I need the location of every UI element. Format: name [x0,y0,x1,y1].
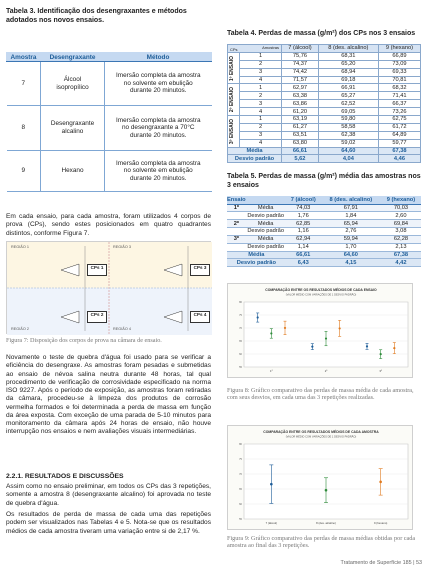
table5-footer-cell: 64,60 [321,251,381,259]
table5-cell [227,228,246,236]
table5-cell: 62,28 [381,235,421,243]
table5-cell: Desvio padrão [247,244,284,251]
table4-cell: 66,89 [378,52,420,60]
table3-header-desengraxante: Desengraxante [41,53,105,62]
table4-footer-cell: Média [228,147,282,155]
table3-cell: 8 [7,106,41,151]
table5-cell: Desvio padrão [247,212,284,219]
table5-cell: Média [246,204,286,212]
table5-cell [227,243,246,251]
table-row [227,228,421,236]
data-point [311,345,313,347]
data-point [257,316,259,318]
y-tick-label: 55 [239,366,242,369]
table5-cell: 1,16 [286,228,321,236]
table4-header: 7 (álcool) [282,45,319,53]
table5-cell: 70,03 [381,204,421,212]
table4-cell: 75,76 [282,52,319,60]
table-row [228,123,421,131]
region-label: REGIÃO 2 [11,327,29,331]
table4-footer-cell: 64,60 [318,147,378,155]
table3-header-metodo: Método [105,53,212,62]
figure7-chamber-diagram [6,241,211,334]
y-tick-label: 70 [239,327,242,330]
y-tick-label: 60 [239,503,242,506]
region-label: REGIÃO 3 [113,245,131,249]
table-row [228,139,421,147]
y-tick-label: 70 [239,473,242,476]
table3-caption: Tabela 3. Identificação dos desengraxantes e métodos adotados nos novos ensaios. [6,8,187,24]
table-row [228,84,421,92]
table5-header [246,196,286,204]
table4-cell: 69,33 [378,68,420,76]
table-row [7,151,212,192]
ensaio-group-text: 3º ENSAIO [229,118,235,144]
table5-cell: 74,03 [286,204,321,212]
ensaio-group-label [228,84,240,116]
table5-cell: Desvio padrão [247,228,284,235]
table4-cell: 61,27 [282,123,319,131]
table-row [227,220,421,228]
table4-cell: 3 [240,100,282,108]
table4-cell: 63,38 [282,92,319,100]
table-row [227,235,421,243]
table4-cell: 73,09 [378,60,420,68]
table5-footer-row [227,251,421,259]
table-row [228,116,421,124]
table4-cell: 2 [240,123,282,131]
table5-header: Ensaio [227,196,246,203]
table5-cell: 3,08 [381,228,421,236]
table4-cell: 58,58 [318,123,378,131]
table4-footer-cell: 4,04 [318,155,378,163]
data-point [325,337,327,339]
table4-cell: 59,02 [318,139,378,147]
table3-cell: 9 [7,151,41,192]
table5-caption: Tabela 5. Perdas de massa (g/m²) média das amostras nos 3 ensaios [227,173,421,189]
table5-footer-cell: Média [227,251,286,259]
table-row [227,243,421,251]
table3-cell: Imersão completa da amostra no solvente em ebulição durante 20 minutos. [105,151,212,192]
table5-cell: 1,14 [286,243,321,251]
table3-cell: Imersão completa da amostra no solvente em ebulição durante 20 minutos. [105,62,212,106]
ensaio-group-label [228,116,240,148]
paragraph-3: Assim como no ensaio preliminar, em todos os CPs das 3 repetições, somente a amostra 8 (desengraxante alcalino) foi aprovada no teste de quebra d'água. [6,483,211,507]
table5-cell: Média [246,220,286,228]
table4-cell: 69,18 [318,76,378,84]
table-row [228,92,421,100]
table5-cell: 62,85 [286,220,321,228]
page-footer: Tratamento de Superfície 185 | 53 [340,560,422,566]
figure8-caption: Figura 8: Gráfico comparativo das perdas de massa média de cada amostra, com seus desvios, em cada uma das 3 repetições realizadas. [227,387,414,402]
table5-footer-cell: Desvio padrão [227,259,286,267]
table5-cell: 2º [227,220,246,228]
table4-cell: 70,81 [378,76,420,84]
table4-cell: 62,38 [318,131,378,139]
table-row [228,108,421,116]
table5-cell: 59,94 [321,235,381,243]
table4-cell: 2 [240,92,282,100]
section-heading: 2.2.1. RESULTADOS E DISCUSSÕES [6,473,124,480]
table4-cell: 65,27 [318,92,378,100]
chamber-grid [7,242,212,335]
table4-cell: 4 [240,76,282,84]
table4-cell: 3 [240,131,282,139]
table3-cell: Imersão completa da amostra no desengraxante a 70°C durante 20 minutos. [105,106,212,151]
corner-bottom: CPs [230,46,238,52]
y-tick-label: 60 [239,353,242,356]
table-row [228,60,421,68]
table-row [228,131,421,139]
table4-footer-row [228,155,421,163]
figure9-chart [227,425,413,530]
data-point [380,353,382,355]
table4-cell: 71,41 [378,92,420,100]
table-row [227,204,421,212]
table5-footer-row [227,259,421,267]
table4-footer-cell: Desvio padrão [228,155,282,163]
x-tick-label: 9 (hexano) [373,521,388,525]
table5-header: 7 (álcool) [286,196,321,204]
table4-cell: 68,94 [318,68,378,76]
y-tick-label: 80 [239,301,242,304]
table-row [228,100,421,108]
x-tick-label: 2º [324,369,328,373]
table4-cell: 71,57 [282,76,319,84]
table5-header: 8 (des. alcalino) [321,196,381,204]
x-tick-label: 1º [270,369,273,373]
paragraph-1: Em cada ensaio, para cada amostra, foram utilizados 4 corpos de prova (CPs), sendo estes posicionados em quatro quadrantes distintos, conforme Figura 7. [6,213,211,237]
table5-cell: 1,84 [321,212,381,220]
table5-cell: 3º [227,235,246,243]
table4-cell: 64,89 [378,131,420,139]
table5-footer-cell: 4,42 [381,259,421,267]
table5-cell: Média [246,235,286,243]
cps-box: CPs 1 [87,264,107,276]
table4-footer-row [228,147,421,155]
table5-cell: 69,84 [381,220,421,228]
table4-cell: 68,31 [318,52,378,60]
table4-cell: 66,91 [318,84,378,92]
table4-footer-cell: 67,38 [378,147,420,155]
table5-footer-cell: 67,38 [381,251,421,259]
table3-header-amostra: Amostra [7,53,41,62]
table-row [227,212,421,220]
data-point [339,327,341,329]
table4-footer-cell: 66,61 [282,147,319,155]
table5-header: 9 (hexano) [381,196,421,204]
table4-cell: 63,51 [282,131,319,139]
table4-cell: 4 [240,139,282,147]
ensaio-group-label [228,52,240,84]
table4-cell: 61,20 [282,108,319,116]
table4 [227,44,421,163]
table-row [228,68,421,76]
table4-cell: 59,80 [318,116,378,124]
table4-cell: 3 [240,68,282,76]
table4-cell: 66,37 [378,100,420,108]
table4-cell: 61,72 [378,123,420,131]
table4-caption: Tabela 4. Perdas de massa (g/m²) dos CPs nos 3 ensaios [227,30,416,37]
table-row [7,62,212,106]
data-point [270,332,272,334]
table5 [227,196,421,267]
chart-subtitle: (VALOR MÉDIO COM VARIAÇÕES DE 1 DESVIO PADRÃO) [285,293,357,297]
table5-footer-cell: 6,43 [286,259,321,267]
data-point [393,347,395,349]
chart-title: COMPARAÇÃO ENTRE OS RESULTADOS MÉDIOS DE CADA ENSAIO [265,288,377,292]
chart-subtitle: (VALOR MÉDIO COM VARIAÇÕES DE 1 DESVIO PADRÃO) [285,435,357,439]
table4-cell: 62,75 [378,116,420,124]
corner-top: Amostras [262,45,280,50]
x-tick-label: 7 (álcool) [265,521,278,525]
table5-cell: 2,60 [381,212,421,220]
table5-cell: 1,76 [286,212,321,220]
table4-corner [228,45,282,53]
region-label: REGIÃO 4 [113,327,131,331]
table-row [228,76,421,84]
y-tick-label: 75 [239,458,242,461]
table4-cell: 65,20 [318,60,378,68]
ensaio-group-text: 2º ENSAIO [229,87,235,113]
table4-cell: 63,86 [282,100,319,108]
table5-cell: 65,94 [321,220,381,228]
ensaio-group-text: 1º ENSAIO [229,55,235,81]
table5-cell: 1,70 [321,243,381,251]
table4-header: 8 (des. alcalino) [318,45,378,53]
table4-cell: 69,05 [318,108,378,116]
cps-box: CPs 3 [190,264,210,276]
table4-cell: 59,77 [378,139,420,147]
table4-cell: 1 [240,84,282,92]
data-point [366,345,368,347]
table4-cell: 68,32 [378,84,420,92]
data-point [325,489,328,492]
table4-cell: 63,80 [282,139,319,147]
table5-footer-cell: 4,15 [321,259,381,267]
region-label: REGIÃO 1 [11,245,29,249]
table4-footer-cell: 4,46 [378,155,420,163]
table4-cell: 1 [240,52,282,60]
cps-box: CPs 4 [190,311,210,323]
figure7-caption: Figura 7: Disposição dos corpos de prova na câmara de ensaio. [6,337,162,344]
table5-cell: 2,13 [381,243,421,251]
x-tick-label: 3º [379,369,382,373]
table4-cell: 62,97 [282,84,319,92]
data-point [284,327,286,329]
table4-header: 9 (hexano) [378,45,420,53]
y-tick-label: 55 [239,518,242,521]
table4-cell: 2 [240,60,282,68]
table3-cell: Hexano [41,151,105,192]
table4-cell: 4 [240,108,282,116]
table4-cell: 63,19 [282,116,319,124]
table5-cell: 67,91 [321,204,381,212]
table5-footer-cell: 66,61 [286,251,321,259]
table3-cell: Desengraxante alcalino [41,106,105,151]
figure8-plot [228,284,414,379]
table5-cell [227,212,246,220]
figure9-caption: Figura 9: Gráfico comparativo das perdas de massa médias obtidas por cada amostra ao final das 3 repetições. [227,535,416,550]
table3-cell: 7 [7,62,41,106]
y-tick-label: 75 [239,314,242,317]
table4-cell: 73,26 [378,108,420,116]
paragraph-2: Novamente o teste de quebra d'água foi usado para se verificar a eficiência do desengraxe. As amostras foram pesadas e submetidas ao ensaio de névoa salina neutra durante 48 horas, tal qual procedimento de verificação de corrosividade especificado na norma ISO 9227. Após o período de exposição, as amostras foram retiradas da câmara, procedeu-se à limpeza dos produtos de corrosão vermelha formados e foi determinada a perda de massa em função da área exposta. Com exceção de uma parada de 5-10 minutos para monitoramento da câmara após 24 horas de ensaio, não houve interrupção nos ensaios e nem avaliações visuais intermediárias. [6,354,211,436]
table4-footer-cell: 5,62 [282,155,319,163]
y-tick-label: 80 [239,443,242,446]
paragraph-4: Os resultados de perda de massa de cada uma das repetições podem ser visualizados nas Tabelas 4 e 5. Nota-se que os resultados médios de cada amostra tiveram uma variação entre si de 2,17 %. [6,511,211,535]
y-tick-label: 65 [239,340,242,343]
table3 [6,52,212,192]
x-tick-label: 8 (des. alcalino) [316,521,336,525]
chart-title: COMPARAÇÃO ENTRE OS RESULTADOS MÉDIOS DE CADA AMOSTRA [263,430,379,434]
data-point [270,483,273,486]
table-row [7,106,212,151]
table4-cell: 62,52 [318,100,378,108]
figure8-chart [227,283,413,378]
table5-cell: 1º [227,204,246,212]
table4-cell: 1 [240,116,282,124]
y-tick-label: 65 [239,488,242,491]
table5-cell: 62,94 [286,235,321,243]
table3-cell: Álcool isopropílico [41,62,105,106]
table4-cell: 74,42 [282,68,319,76]
table5-cell: 2,76 [321,228,381,236]
table-row [228,52,421,60]
table4-cell: 74,37 [282,60,319,68]
cps-box: CPs 2 [87,311,107,323]
data-point [379,481,382,484]
figure9-plot [228,426,414,531]
